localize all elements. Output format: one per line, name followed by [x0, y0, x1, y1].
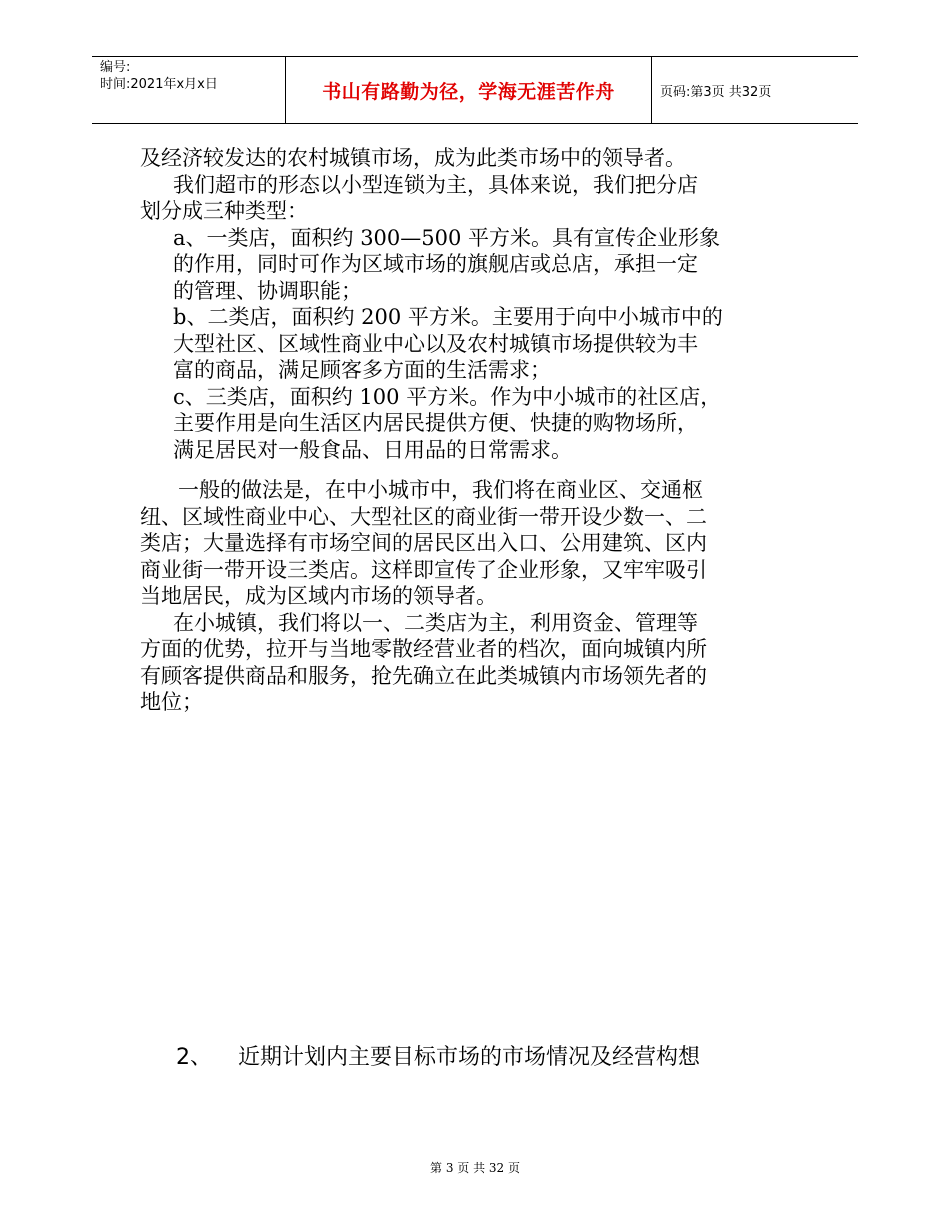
paragraph-line: 当地居民，成为区域内市场的领导者。	[140, 584, 497, 608]
page-footer: 第 3 页 共 32 页	[430, 1161, 520, 1175]
paragraph-line: 满足居民对一般食品、日用品的日常需求。	[173, 437, 572, 462]
paragraph-line: 在小城镇，我们将以一、二类店为主，利用资金、管理等	[173, 610, 698, 635]
paragraph-line: 及经济较发达的农村城镇市场，成为此类市场中的领导者。	[140, 146, 686, 170]
paragraph-line: 一般的做法是，在中小城市中，我们将在商业区、交通枢	[178, 478, 703, 502]
paragraph-line: 有顾客提供商品和服务，抢先确立在此类城镇内市场领先者的	[140, 663, 707, 688]
paragraph-line: 大型社区、区域性商业中心以及农村城镇市场提供较为丰	[173, 331, 698, 356]
header-meta	[92, 57, 286, 123]
header-motto: 书山有路勤为径，学海无涯苦作舟	[322, 80, 615, 103]
paragraph-line: 我们超市的形态以小型连锁为主，具体来说，我们把分店	[173, 172, 698, 197]
number-label: 编号:	[100, 60, 131, 75]
paragraph-line: 划分成三种类型：	[140, 199, 308, 223]
paragraph-line: 富的商品，满足顾客多方面的生活需求；	[173, 358, 551, 382]
list-item-a: a、一类店，面积约 300—500 平方米。具有宣传企业形象	[173, 225, 721, 250]
time-label: 时间:2021年x月x日	[100, 77, 218, 92]
header-motto-cell	[286, 57, 652, 123]
paragraph-line: 商业街一带开设三类店。这样即宣传了企业形象，又牢牢吸引	[140, 557, 707, 582]
document-header	[92, 56, 858, 124]
section-heading	[176, 1040, 700, 1071]
paragraph-line: 的作用，同时可作为区域市场的旗舰店或总店，承担一定	[173, 252, 698, 276]
list-item-b: b、二类店，面积约 200 平方米。主要用于向中小城市中的	[173, 305, 723, 329]
paragraph-line: 地位；	[140, 690, 203, 714]
list-item-c: c、三类店，面积约 100 平方米。作为中小城市的社区店，	[173, 384, 722, 409]
paragraph-line: 方面的优势，拉开与当地零散经营业者的档次，面向城镇内所	[140, 637, 707, 661]
paragraph-line: 纽、区域性商业中心、大型社区的商业街一带开设少数一、二	[140, 504, 707, 529]
header-page-info: 页码:第3页 共32页	[660, 84, 772, 100]
paragraph-line: 主要作用是向生活区内居民提供方便、快捷的购物场所，	[173, 411, 698, 435]
paragraph-line: 的管理、协调职能；	[173, 278, 362, 303]
section-number: 2、	[176, 1045, 212, 1070]
section-title: 近期计划内主要目标市场的市场情况及经营构想	[238, 1045, 701, 1070]
paragraph-line: 类店；大量选择有市场空间的居民区出入口、公用建筑、区内	[140, 531, 707, 555]
body-text	[140, 145, 820, 716]
